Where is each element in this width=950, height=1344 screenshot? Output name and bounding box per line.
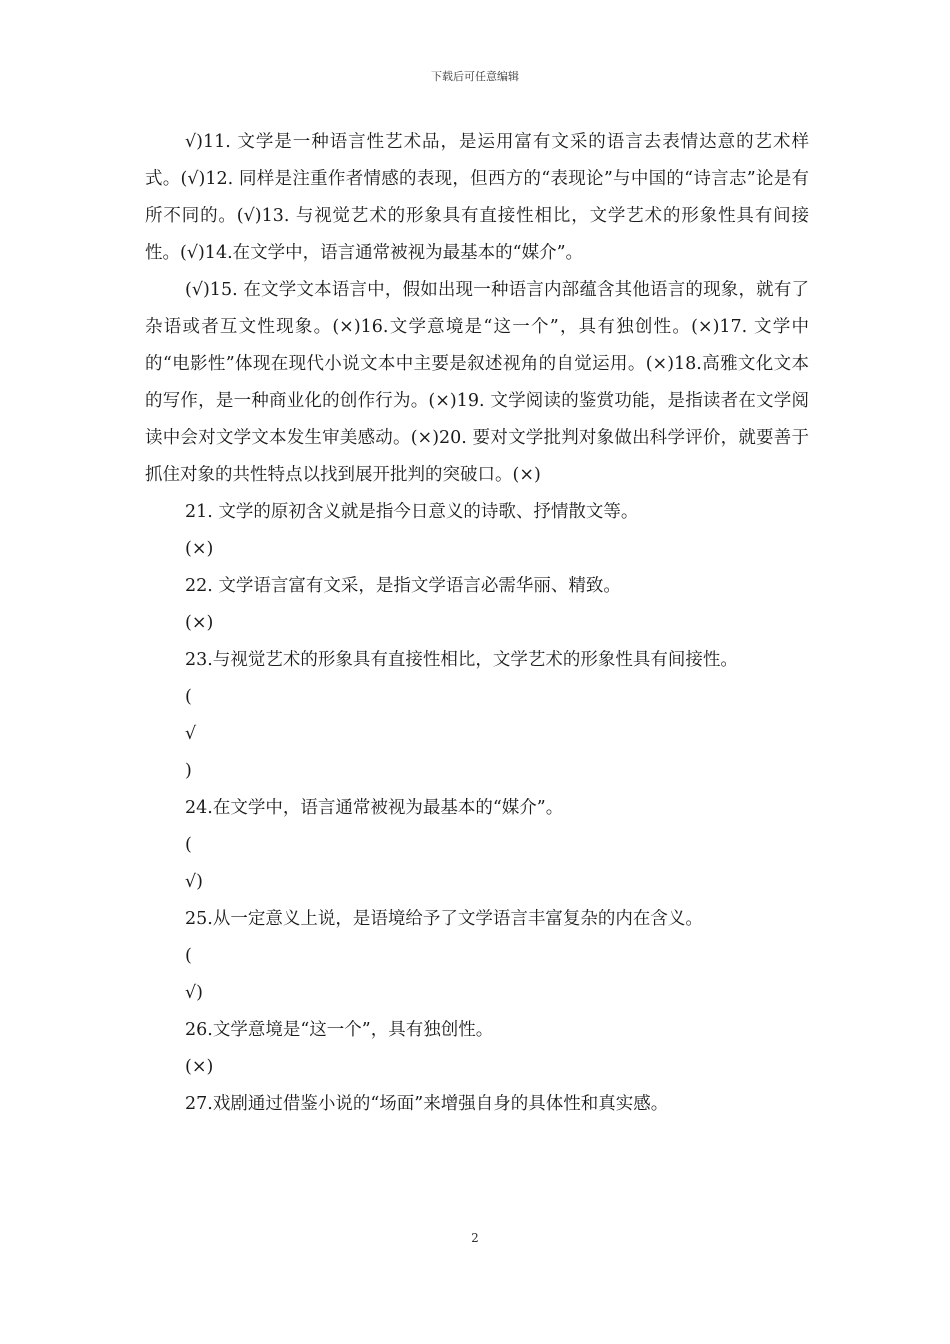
answer-23-close: ) [185, 761, 192, 781]
page-number: 2 [471, 1231, 479, 1245]
paragraph-questions-15-20: (√)15. 在文学文本语言中，假如出现一种语言内部蕴含其他语言的现象，就有了杂语或者互文性现象。(×)16.文学意境是“这一个”，具有独创性。(×)17. 文学中的“电影性”体现在现代小说文本中主要是叙述视角的自觉运用。(×)18.高雅文化文本的写作，是一种商业化的创作行为。(×)19. 文学阅读的鉴赏功能，是指读者在文学阅读中会对文学文本发生审美感动。(×)20. 要对文学批判对象做出科学评价，就要善于抓住对象的共性特点以找到展开批判的突破口。(×) [145, 280, 809, 485]
question-24: 24.在文学中，语言通常被视为最基本的“媒介”。 [185, 798, 564, 818]
question-23: 23.与视觉艺术的形象具有直接性相比，文学艺术的形象性具有间接性。 [185, 650, 738, 670]
answer-25-mark: √) [185, 983, 203, 1003]
answer-26: (×) [185, 1057, 214, 1077]
question-26: 26.文学意境是“这一个”，具有独创性。 [185, 1020, 494, 1040]
question-21: 21. 文学的原初含义就是指今日意义的诗歌、抒情散文等。 [185, 502, 639, 522]
answer-23-open: ( [185, 687, 192, 707]
answer-25-open: ( [185, 946, 192, 966]
question-27: 27.戏剧通过借鉴小说的“场面”来增强自身的具体性和真实感。 [185, 1094, 669, 1114]
answer-24-mark: √) [185, 872, 203, 892]
question-25: 25.从一定意义上说，是语境给予了文学语言丰富复杂的内在含义。 [185, 909, 703, 929]
answer-23-mark: √ [185, 724, 197, 744]
answer-24-open: ( [185, 835, 192, 855]
page-header: 下载后可任意编辑 [431, 70, 519, 83]
question-22: 22. 文学语言富有文采，是指文学语言必需华丽、精致。 [185, 576, 621, 596]
document-body [145, 124, 809, 1123]
paragraph-questions-11-14: √)11. 文学是一种语言性艺术品，是运用富有文采的语言去表情达意的艺术样式。(√)12. 同样是注重作者情感的表现，但西方的“表现论”与中国的“诗言志”论是有所不同的。(√)13. 与视觉艺术的形象具有直接性相比，文学艺术的形象性具有间接性。(√)14.在文学中，语言通常被视为最基本的“媒介”。 [145, 132, 809, 263]
answer-21: (×) [185, 539, 214, 559]
answer-22: (×) [185, 613, 214, 633]
